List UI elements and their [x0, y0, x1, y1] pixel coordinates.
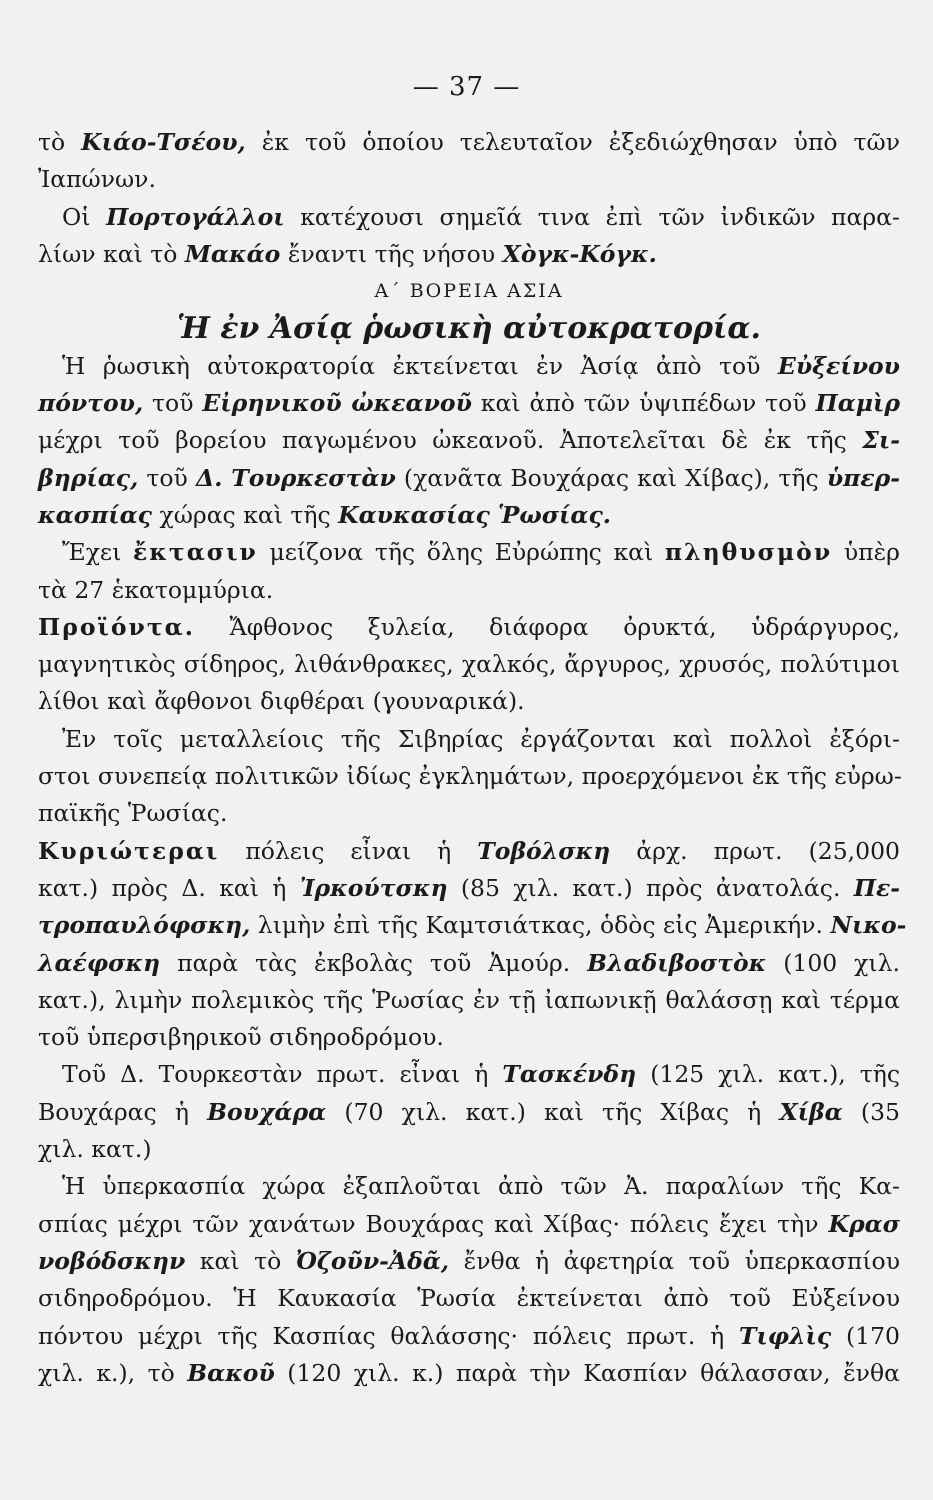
text-line: Οἱ Πορτογάλλοι κατέχουσι σημεῖά τινα ἐπὶ τῶν ἰνδικῶν παρα-: [62, 202, 900, 231]
text-line: στοι συνεπείᾳ πολιτικῶν ἰδίως ἐγκλημάτων, προερχόμενοι ἐκ τῆς εὐρω-: [38, 762, 902, 791]
place-name: ὑπερ-: [826, 463, 900, 492]
place-name: Τοβόλσκη: [477, 836, 611, 865]
place-name: Χίβα: [779, 1097, 843, 1126]
place-name: κασπίας: [38, 500, 152, 529]
emphasis-term: ἔκτασιν: [133, 538, 258, 567]
text-line: Ἰαπώνων.: [38, 165, 156, 194]
place-name: Πε-: [853, 873, 900, 902]
text-line: πόντου, τοῦ Εἰρηνικοῦ ὠκεανοῦ καὶ ἀπὸ τῶν ὑψιπέδων τοῦ Παμὶρ: [38, 389, 900, 418]
text-line: νοβόδσκην καὶ τὸ Ὀζοῦν-Ἀδᾶ, ἔνθα ἡ ἀφετηρία τοῦ ὑπερκασπίου: [38, 1246, 900, 1275]
section-title: Α΄ ΒΟΡΕΙΑ ΑΣΙΑ: [374, 280, 564, 303]
text-line: κατ.), λιμὴν πολεμικὸς τῆς Ῥωσίας ἐν τῇ ἰαπωνικῇ θαλάσσῃ καὶ τέρμα: [38, 985, 900, 1014]
place-name: πόντου,: [38, 389, 144, 418]
text-line: Ἡ ὑπερκασπία χώρα ἐξαπλοῦται ἀπὸ τῶν Ἀ. παραλίων τῆς Κα-: [62, 1172, 900, 1201]
page-number: — 37 —: [412, 72, 521, 102]
text-line: βηρίας, τοῦ Δ. Τουρκεστὰν (χανᾶτα Βουχάρας καὶ Χίβας), τῆς ὑπερ-: [38, 463, 900, 492]
place-name: Δ. Τουρκεστὰν: [195, 463, 396, 492]
text-line: λαέφσκη παρὰ τὰς ἐκβολὰς τοῦ Ἀμούρ. Βλαδιβοστὸκ (100 χιλ.: [38, 948, 900, 977]
place-name: Εὐξείνου: [777, 351, 900, 380]
text-line: κασπίας χώρας καὶ τῆς Καυκασίας Ῥωσίας.: [38, 500, 611, 529]
place-name: Καυκασίας Ῥωσίας.: [338, 500, 611, 529]
text-line: τοῦ ὑπερσιβηρικοῦ σιδηροδρόμου.: [38, 1023, 444, 1052]
place-name: Μακάο: [184, 239, 281, 268]
text-line: μέχρι τοῦ βορείου παγωμένου ὠκεανοῦ. Ἀποτελεῖται δὲ ἐκ τῆς Σι-: [38, 426, 900, 455]
text-line: Τοῦ Δ. Τουρκεστὰν πρωτ. εἶναι ἡ Τασκένδη (125 χιλ. κατ.), τῆς: [62, 1060, 900, 1089]
text-line: τὸ Κιάο-Τσέου, ἐκ τοῦ ὁποίου τελευταῖον ἐξεδιώχθησαν ὑπὸ τῶν: [38, 128, 900, 156]
page-body: [38, 124, 907, 1392]
text-line: τροπαυλόφσκη, λιμὴν ἐπὶ τῆς Καμτσιάτκας, ὁδὸς εἰς Ἀμερικήν. Νικο-: [38, 911, 907, 940]
text-line: Προϊόντα. Ἄφθονος ξυλεία, διάφορα ὀρυκτά, ὑδράργυρος,: [38, 612, 900, 641]
emphasis-term: Προϊόντα.: [38, 612, 195, 641]
text-line: πόντου μέχρι τῆς Κασπίας θαλάσσης· πόλεις πρωτ. ἡ Τιφλὶς (170: [38, 1321, 900, 1350]
place-name: Βουχάρα: [207, 1097, 327, 1126]
place-name: Ἰρκούτσκη: [299, 873, 448, 902]
place-name: λαέφσκη: [38, 948, 161, 977]
place-name: Κιάο-Τσέου,: [81, 128, 246, 156]
place-name: Τιφλὶς: [738, 1321, 832, 1350]
text-line: χιλ. κατ.): [38, 1135, 152, 1164]
text-line: λίθοι καὶ ἄφθονοι διφθέραι (γουναρικά).: [38, 687, 525, 716]
place-name: Τασκένδη: [502, 1060, 637, 1089]
place-name: βηρίας,: [38, 463, 139, 492]
text-line: Ἐν τοῖς μεταλλείοις τῆς Σιβηρίας ἐργάζονται καὶ πολλοὶ ἐξόρι-: [62, 724, 900, 753]
emphasis-term: Κυριώτεραι: [38, 836, 220, 865]
text-line: σιδηροδρόμου. Ἡ Καυκασία Ῥωσία ἐκτείνεται ἀπὸ τοῦ Εὐξείνου: [38, 1284, 900, 1313]
place-name: Βακοῦ: [187, 1358, 275, 1387]
place-name: Βλαδιβοστὸκ: [587, 948, 767, 977]
text-line: λίων καὶ τὸ Μακάο ἔναντι τῆς νήσου Χὸγκ-Κόγκ.: [38, 239, 657, 268]
text-line: Ἡ ῥωσικὴ αὐτοκρατορία ἐκτείνεται ἐν Ἀσίᾳ ἀπὸ τοῦ Εὐξείνου: [62, 351, 900, 380]
text-line: μαγνητικὸς σίδηρος, λιθάνθρακες, χαλκός, ἄργυρος, χρυσός, πολύτιμοι: [38, 650, 900, 679]
place-name: τροπαυλόφσκη,: [38, 911, 251, 940]
emphasis-term: πληθυσμὸν: [664, 538, 833, 567]
text-line: χιλ. κ.), τὸ Βακοῦ (120 χιλ. κ.) παρὰ τὴν Κασπίαν θάλασσαν, ἔνθα: [38, 1358, 900, 1387]
place-name: Χὸγκ-Κόγκ.: [502, 239, 657, 268]
text-line: Ἔχει ἔκτασιν μείζονα τῆς ὅλης Εὐρώπης καὶ πληθυσμὸν ὑπὲρ: [62, 538, 900, 567]
text-line: Κυριώτεραι πόλεις εἶναι ἡ Τοβόλσκη ἀρχ. πρωτ. (25,000: [38, 836, 900, 865]
text-line: παϊκῆς Ῥωσίας.: [38, 799, 228, 828]
text-line: σπίας μέχρι τῶν χανάτων Βουχάρας καὶ Χίβας· πόλεις ἔχει τὴν Κρασ: [38, 1209, 900, 1238]
text-line: τὰ 27 ἑκατομμύρια.: [38, 575, 274, 604]
text-line: κατ.) πρὸς Δ. καὶ ἡ Ἰρκούτσκη (85 χιλ. κατ.) πρὸς ἀνατολάς. Πε-: [38, 873, 900, 902]
place-name: Παμὶρ: [815, 389, 900, 418]
text-line: Βουχάρας ἡ Βουχάρα (70 χιλ. κατ.) καὶ τῆς Χίβας ἡ Χίβα (35: [38, 1097, 900, 1126]
place-name: Νικο-: [830, 911, 907, 940]
subheading: Ἡ ἐν Ἀσίᾳ ῥωσικὴ αὐτοκρατορία.: [177, 311, 761, 347]
place-name: Σι-: [862, 426, 900, 455]
place-name: Ὀζοῦν-Ἀδᾶ,: [295, 1246, 450, 1275]
place-name: Κρασ: [828, 1209, 900, 1238]
place-name: Εἰρηνικοῦ ὠκεανοῦ: [202, 389, 472, 418]
place-name: νοβόδσκην: [38, 1246, 186, 1275]
emphasis-term: Πορτογάλλοι: [106, 202, 285, 231]
